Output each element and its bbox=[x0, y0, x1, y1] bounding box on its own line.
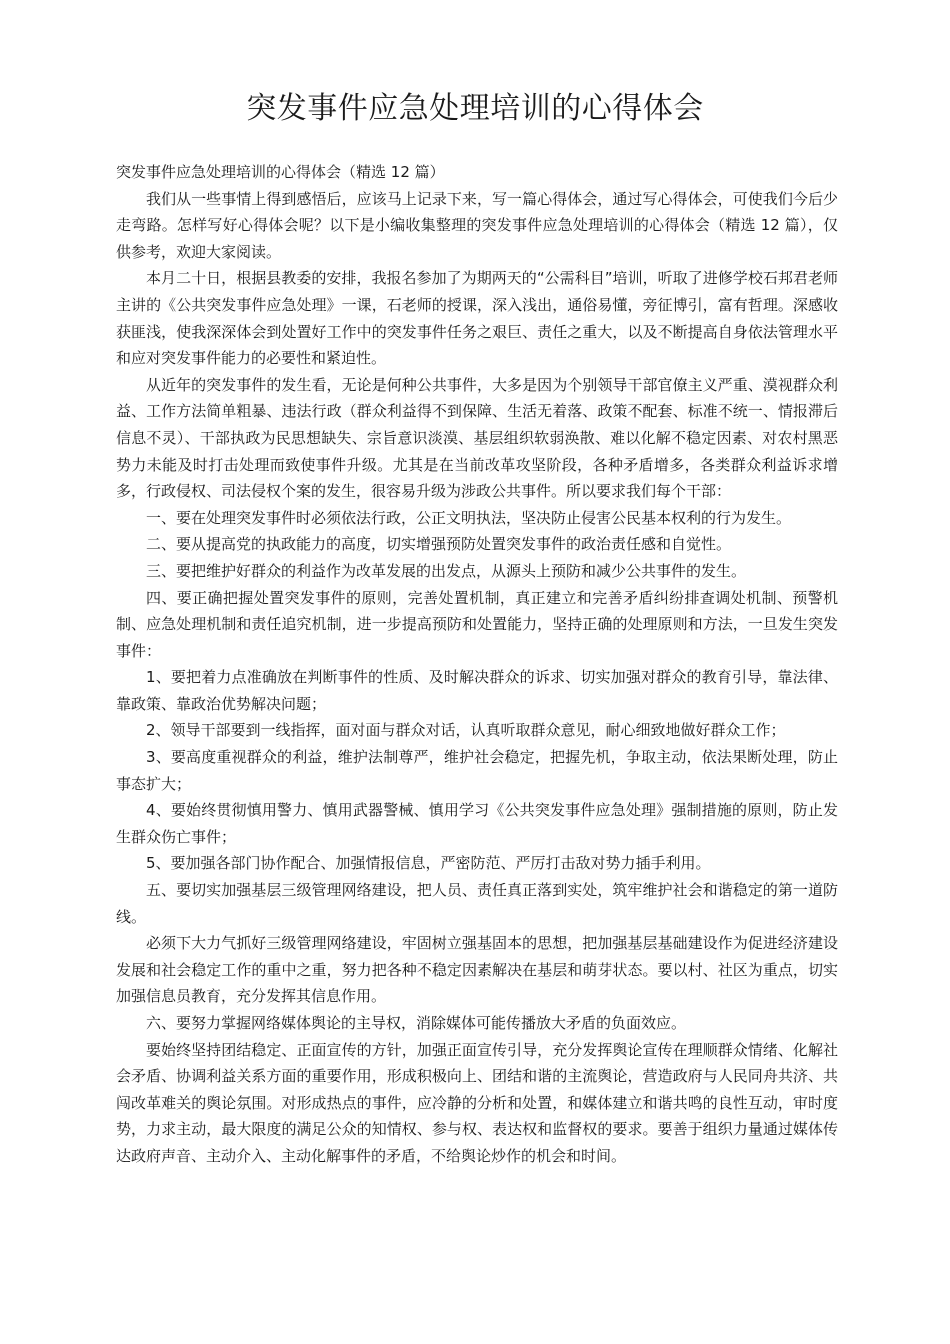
paragraph: 本月二十日，根据县教委的安排，我报名参加了为期两天的“公需科目”培训，听取了进修学校石邦君老师主讲的《公共突发事件应急处理》一课，石老师的授课，深入浅出，通俗易懂，旁征博引，富有哲理。深感收获匪浅，使我深深体会到处置好工作中的突发事件任务之艰巨、责任之重大，以及不断提高自身依法管理水平和应对突发事件能力的必要性和紧迫性。 bbox=[116, 269, 838, 368]
paragraph: 从近年的突发事件的发生看，无论是何种公共事件，大多是因为个别领导干部官僚主义严重、漠视群众利益、工作方法简单粗暴、违法行政（群众利益得不到保障、生活无着落、政策不配套、标准不统一、情报滞后信息不灵）、干部执政为民思想缺失、宗旨意识淡漠、基层组织软弱涣散、难以化解不稳定因素、对农村黑恶势力未能及时打击处理而致使事件升级。尤其是在当前改革攻坚阶段，各种矛盾增多，各类群众利益诉求增多，行政侵权、司法侵权个案的发生，很容易升级为涉政公共事件。所以要求我们每个干部： bbox=[116, 375, 838, 501]
paragraph: 四、要正确把握处置突发事件的原则，完善处置机制，真正建立和完善矛盾纠纷排查调处机制、预警机制、应急处理机制和责任追究机制，进一步提高预防和处置能力，坚持正确的处理原则和方法，一旦发生突发事件： bbox=[116, 588, 838, 660]
document-subtitle: 突发事件应急处理培训的心得体会（精选 12 篇） bbox=[116, 163, 445, 181]
paragraph: 3、要高度重视群众的利益，维护法制尊严，维护社会稳定，把握先机，争取主动，依法果断处理，防止事态扩大； bbox=[116, 748, 838, 793]
paragraph: 一、要在处理突发事件时必须依法行政，公正文明执法，坚决防止侵害公民基本权利的行为发生。 bbox=[146, 508, 792, 527]
paragraph: 五、要切实加强基层三级管理网络建设，把人员、责任真正落到实处，筑牢维护社会和谐稳定的第一道防线。 bbox=[116, 881, 838, 926]
paragraph: 2、领导干部要到一线指挥，面对面与群众对话，认真听取群众意见，耐心细致地做好群众工作； bbox=[146, 721, 786, 740]
paragraph: 六、要努力掌握网络媒体舆论的主导权，消除媒体可能传播放大矛盾的负面效应。 bbox=[146, 1014, 687, 1032]
paragraph: 1、要把着力点准确放在判断事件的性质、及时解决群众的诉求、切实加强对群众的教育引导，靠法律、靠政策、靠政治优势解决问题； bbox=[116, 668, 838, 713]
paragraph: 要始终坚持团结稳定、正面宣传的方针，加强正面宣传引导，充分发挥舆论宣传在理顺群众情绪、化解社会矛盾、协调利益关系方面的重要作用，形成积极向上、团结和谐的主流舆论，营造政府与人民同舟共济、共闯改革难关的舆论氛围。对形成热点的事件，应冷静的分析和处置，和媒体建立和谐共鸣的良性互动，审时度势，力求主动，最大限度的满足公众的知情权、参与权、表达权和监督权的要求。要善于组织力量通过媒体传达政府声音、主动介入、主动化解事件的矛盾，不给舆论炒作的机会和时间。 bbox=[116, 1040, 838, 1165]
paragraph: 4、要始终贯彻慎用警力、慎用武器警械、慎用学习《公共突发事件应急处理》强制措施的原则，防止发生群众伤亡事件； bbox=[116, 801, 838, 846]
paragraph: 三、要把维护好群众的利益作为改革发展的出发点，从源头上预防和减少公共事件的发生。 bbox=[146, 561, 747, 580]
paragraph: 5、要加强各部门协作配合、加强情报信息，严密防范、严厉打击敌对势力插手利用。 bbox=[146, 854, 711, 873]
paragraph: 二、要从提高党的执政能力的高度，切实增强预防处置突发事件的政治责任感和自觉性。 bbox=[146, 535, 732, 554]
paragraph-intro: 我们从一些事情上得到感悟后，应该马上记录下来，写一篇心得体会，通过写心得体会，可使我们今后少走弯路。怎样写好心得体会呢？以下是小编收集整理的突发事件应急处理培训的心得体会（精选 12 篇），仅供参考，欢迎大家阅读。 bbox=[116, 189, 838, 261]
document-title: 突发事件应急处理培训的心得体会 bbox=[246, 91, 704, 126]
paragraph: 必须下大力气抓好三级管理网络建设，牢固树立强基固本的思想，把加强基层基础建设作为促进经济建设发展和社会稳定工作的重中之重，努力把各种不稳定因素解决在基层和萌芽状态。要以村、社区为重点，切实加强信息员教育，充分发挥其信息作用。 bbox=[116, 934, 838, 1006]
document-body bbox=[116, 159, 838, 1170]
